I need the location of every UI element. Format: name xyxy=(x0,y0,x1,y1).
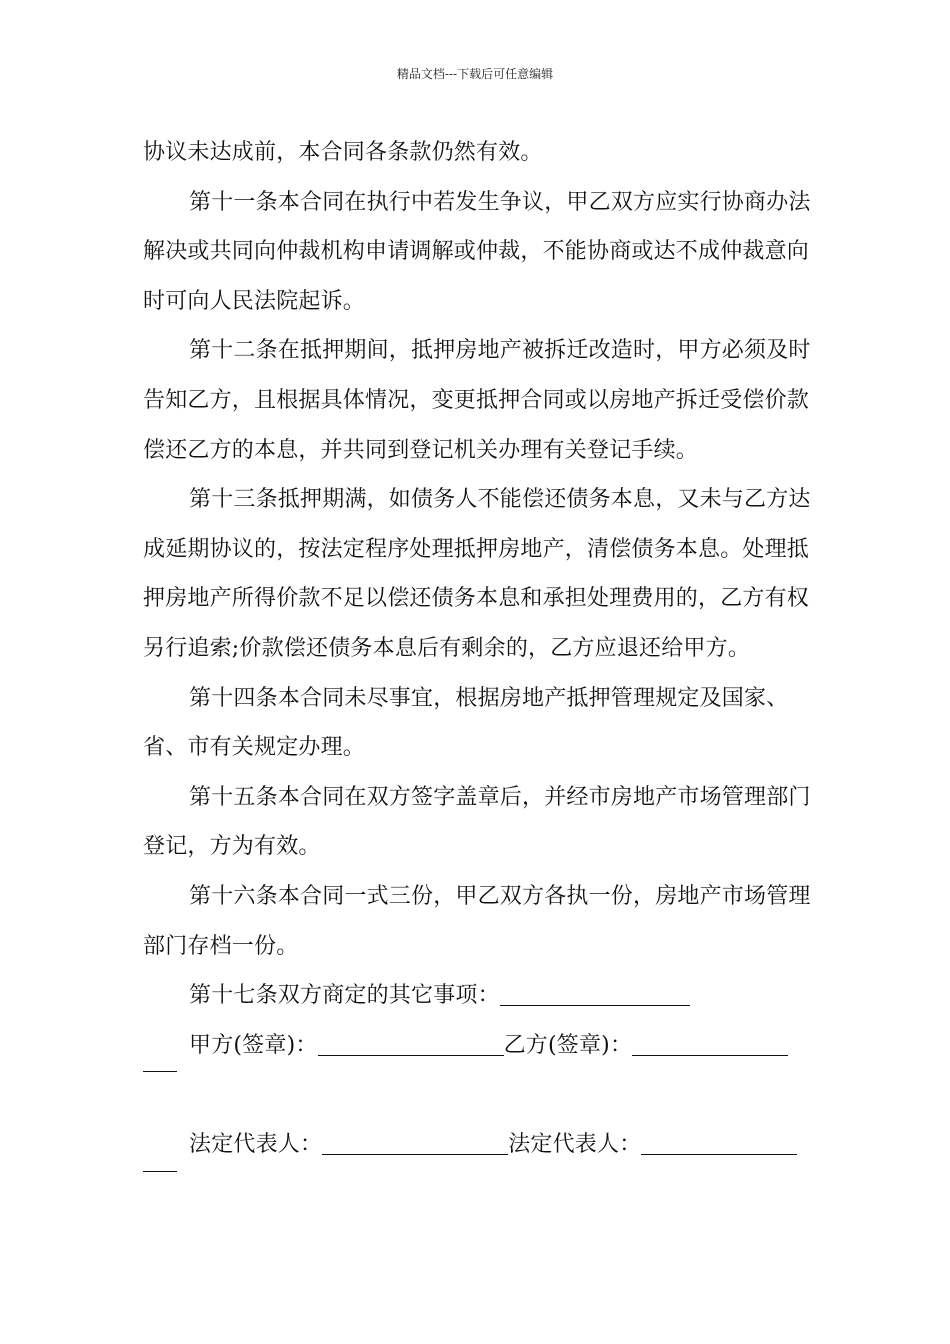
paragraph-article-15: 第十五条本合同在双方签字盖章后，并经市房地产市场管理部门登记，方为有效。 xyxy=(143,784,811,860)
party-a-rep-label: 法定代表人： xyxy=(189,1132,323,1158)
representative-line xyxy=(143,1120,815,1170)
party-b-sign-label: 乙方(签章)： xyxy=(503,1032,633,1058)
page-header: 精品文档---下载后可任意编辑 xyxy=(396,67,554,81)
paragraph-article-14: 第十四条本合同未尽事宜，根据房地产抵押管理规定及国家、省、市有关规定办理。 xyxy=(143,685,789,761)
paragraph-continuation: 协议未达成前，本合同各条款仍然有效。 xyxy=(143,140,543,165)
other-matters-blank[interactable] xyxy=(500,983,690,1006)
party-a-sign-label: 甲方(签章)： xyxy=(189,1032,318,1058)
party-b-sign-blank[interactable] xyxy=(632,1033,788,1056)
other-matters-line xyxy=(143,971,815,1021)
paragraph-article-13: 第十三条抵押期满，如债务人不能偿还债务本息，又未与乙方达成延期协议的，按法定程序处理抵押房地产，清偿债务本息。处理抵押房地产所得价款不足以偿还债务本息和承担处理费用的，乙方有权另行追索;价款偿还债务本息后有剩余的，乙方应退还给甲方。 xyxy=(143,487,811,661)
other-matters-label: 第十七条双方商定的其它事项： xyxy=(189,983,500,1009)
party-b-rep-blank-continuation xyxy=(143,1170,177,1172)
party-b-rep-label: 法定代表人： xyxy=(508,1132,642,1158)
party-a-rep-blank[interactable] xyxy=(322,1132,508,1155)
spacer xyxy=(143,1072,815,1120)
paragraph-article-11: 第十一条本合同在执行中若发生争议，甲乙双方应实行协商办法解决或共同向仲裁机构申请调解或仲裁，不能协商或达不成仲裁意向时可向人民法院起诉。 xyxy=(143,189,811,314)
party-b-rep-blank[interactable] xyxy=(641,1132,797,1155)
document-body xyxy=(143,128,815,1172)
paragraph-article-12: 第十二条在抵押期间，抵押房地产被拆迁改造时，甲方必须及时告知乙方，且根据具体情况，变更抵押合同或以房地产拆迁受偿价款偿还乙方的本息，并共同到登记机关办理有关登记手续。 xyxy=(143,338,811,463)
party-a-sign-blank[interactable] xyxy=(318,1033,504,1056)
signature-line xyxy=(143,1021,815,1071)
paragraph-article-16: 第十六条本合同一式三份，甲乙双方各执一份，房地产市场管理部门存档一份。 xyxy=(143,883,811,959)
